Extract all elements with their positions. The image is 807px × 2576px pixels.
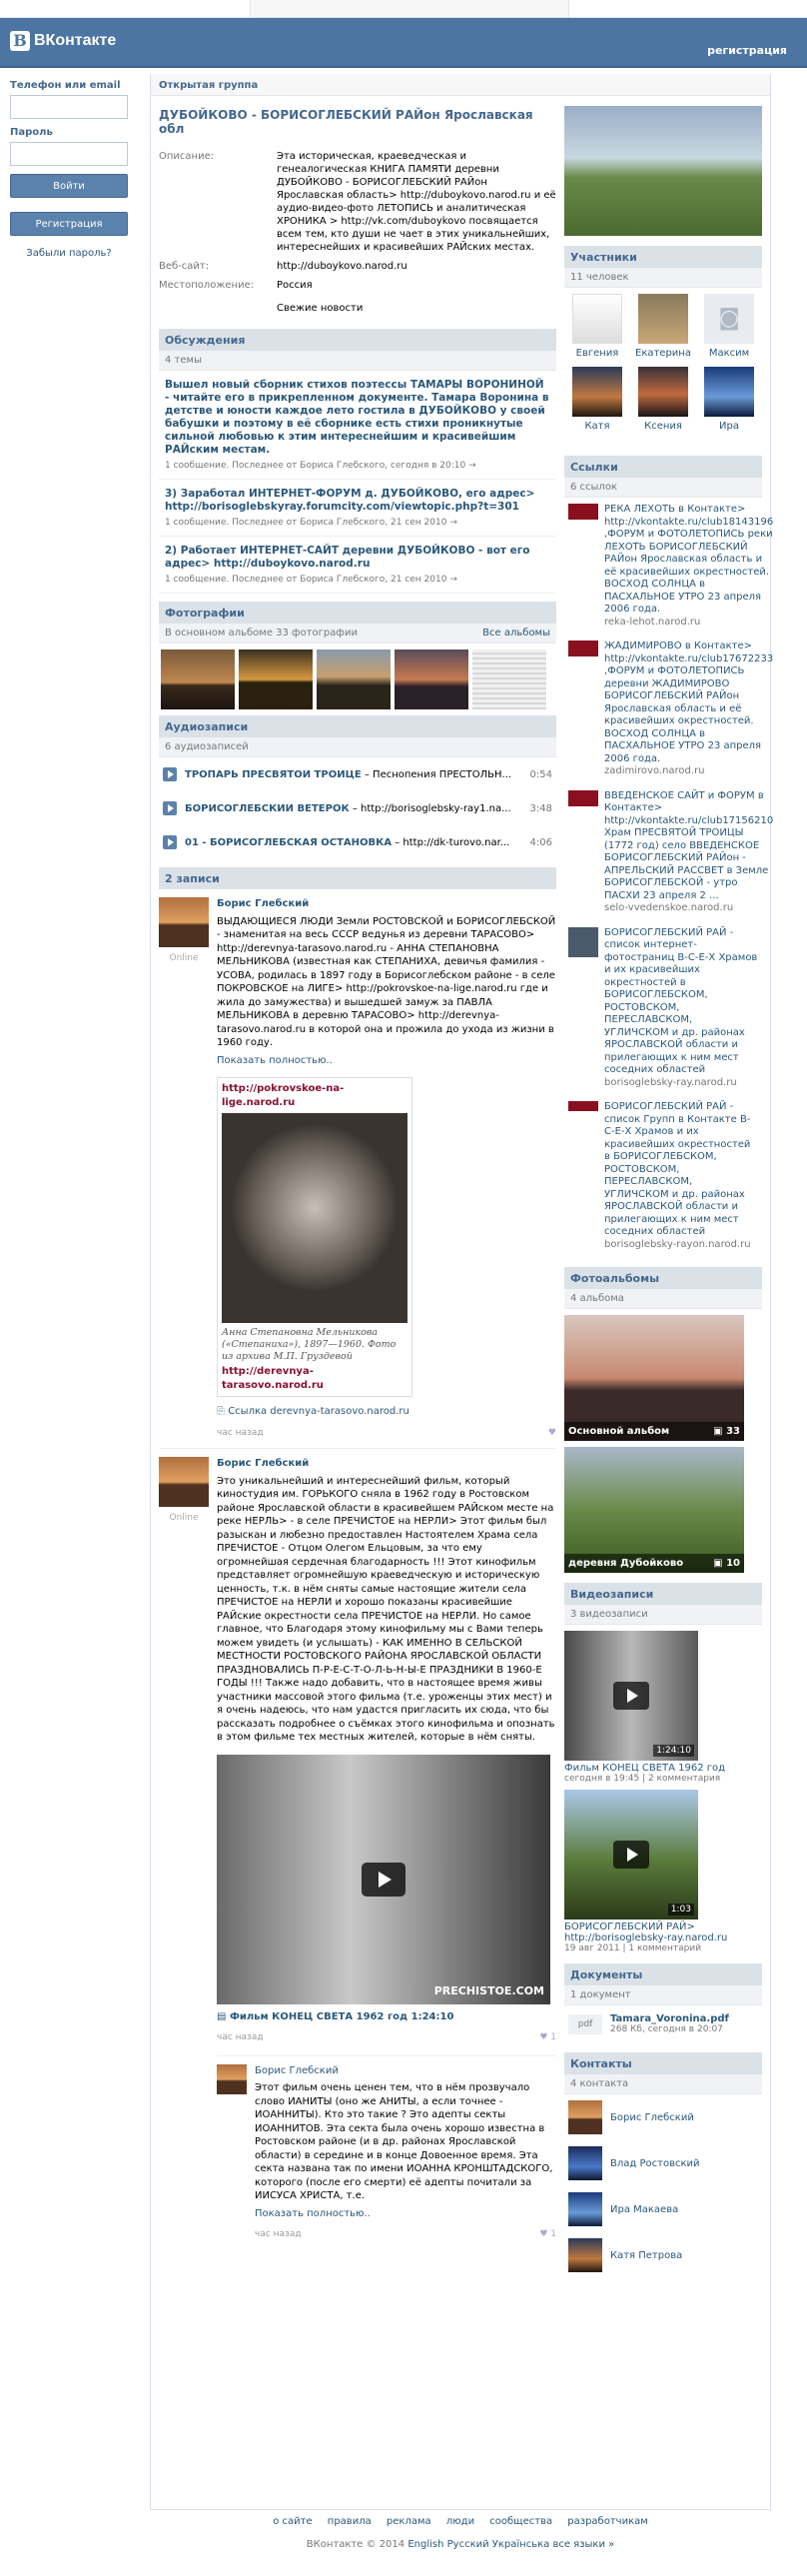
videos-title: Видеозаписи: [570, 1587, 654, 1601]
post-body: [217, 897, 556, 1440]
play-icon[interactable]: [163, 835, 177, 849]
contact-item[interactable]: [564, 2232, 762, 2278]
albums-title: Фотоальбомы: [570, 1271, 660, 1285]
track-artist[interactable]: БОРИСОГЛЕБСКИЙ ВЕТЕРОК: [185, 802, 350, 814]
track-artist[interactable]: 01 - БОРИСОГЛЕБСКАЯ ОСТАНОВКА: [185, 836, 393, 848]
track-artist[interactable]: ТРОПАРЬ ПРЕСВЯТОЙ ТРОИЦЕ: [185, 768, 362, 780]
track-name: [185, 769, 522, 780]
audio-header[interactable]: [159, 715, 556, 737]
link-title: РЕКА ЛЕХОТЬ в Контакте> http://vkontakte.ru/club18143196 ,ФОРУМ и ФОТОЛЕТОПИСЬ реки ЛЕХОТЬ БОРИСОГЛЕБСКИЙ РАЙон Ярославская область и её красивейших окрестностей. ВОСХОД СОЛНЦА в ПАСХАЛЬНОЕ УТРО 23 апреля 2006 года.: [604, 504, 774, 615]
video-watermark: PRECHISTOE.COM: [433, 1984, 544, 1997]
heart-icon[interactable]: ♥: [547, 1427, 556, 1438]
topic-meta: 1 сообщение. Последнее от Бориса Глебского, 21 сен 2010 →: [165, 575, 457, 585]
link-thumb: [568, 1101, 598, 1111]
topic-item[interactable]: [159, 537, 556, 594]
contact-avatar: [568, 2192, 602, 2226]
all-albums-link[interactable]: Все альбомы: [482, 628, 550, 639]
audio-count: 6 аудиозаписей: [159, 737, 556, 757]
footer-link[interactable]: сообщества: [489, 2516, 553, 2527]
track-name: [185, 837, 522, 848]
member-photo: [572, 367, 622, 417]
comment: [217, 2055, 556, 2242]
online-status: Online: [169, 1513, 199, 1523]
topic-meta: 1 сообщение. Последнее от Бориса Глебского, сегодня в 20:10 →: [165, 461, 476, 471]
album-count: ▣ 10: [713, 1558, 740, 1569]
docs-header[interactable]: [564, 1963, 762, 1985]
video-thumb[interactable]: [564, 1790, 698, 1920]
video-title[interactable]: Фильм КОНЕЦ СВЕТА 1962 год: [564, 1763, 726, 1774]
show-more-link[interactable]: Показать полностью..: [217, 1054, 333, 1066]
comment-text: Этот фильм очень ценен тем, что в нём прозвучало слово ИАНИТЫ (оно же АНИТЫ, а если точнее - ИОАННИТЫ). Кто это такие ? Это адепты секты ИОАННИТОВ. Эта секта была очень хорошо известна в Ростовском районе (и в др. районах Ярославской области) в середине и в конце Довоенное время. Эта секта названа так по имени ИОАННА КРОНШТАДСКОГО, которого (после его смерти) её адепты почитали за ИИСУСА ХРИСТА, т.е.: [255, 2082, 553, 2201]
member-photo: [638, 367, 688, 417]
contact-item[interactable]: [564, 2094, 762, 2140]
link-domain: reka-lehot.narod.ru: [604, 616, 701, 628]
contact-name: Ира Макаева: [610, 2203, 679, 2215]
audio-track: [159, 825, 556, 859]
header: [0, 18, 807, 68]
info-location: [159, 279, 556, 292]
forgot-password-link[interactable]: Забыли пароль?: [26, 248, 112, 259]
like-counter[interactable]: ♥ 1: [539, 2032, 556, 2042]
show-more-link[interactable]: Показать полностью..: [255, 2207, 371, 2219]
image-bottom-link: http://derevnya-tarasovo.narod.ru: [222, 1366, 324, 1391]
docs-section: [564, 1963, 762, 2042]
image-caption: Анна Степановна Мельникова («Степаниха»), 1897—1960. Фото из архива М.П. Груздевой: [222, 1327, 397, 1362]
wall-post: [159, 1449, 556, 2250]
video-meta: сегодня в 19:45 | 2 комментария: [564, 1774, 721, 1784]
photos-count: В основном альбоме 33 фотографии: [165, 628, 358, 639]
link-item[interactable]: [564, 784, 774, 921]
discussions-title: Обсуждения: [165, 333, 246, 347]
contacts-count: 4 контакта: [564, 2074, 762, 2094]
group-type: Открытая группа: [151, 74, 770, 96]
wide-column: [159, 106, 556, 2250]
docs-title: Документы: [570, 1967, 643, 1981]
link-thumb: [568, 504, 598, 520]
top-strip-inner: [250, 0, 569, 18]
post-avatar-block: [159, 1457, 209, 2242]
track-title: – Песнопения ПРЕСТОЛЬН...: [361, 768, 512, 780]
description-text: Эта историческая, краеведческая и генеалогическая КНИГА ПАМЯТИ деревни ДУБОЙКОВО - БОРИСОГЛЕБСКИЙ РАЙон Ярославская область> http://duboykovo.narod.ru и её аудио-видео-фото ЛЕТОПИСЬ и аналитическая ХРОНИКА > http://vk.com/duboykovo посвящается всем тем, кто души не чает в этих уникальнейших, интереснейших и красивейших РАЙских местах.: [277, 151, 556, 253]
link-icon: ⎘: [217, 1406, 225, 1417]
post-author[interactable]: Борис Глебский: [217, 898, 310, 909]
album-name: деревня Дубойково: [568, 1558, 684, 1569]
document-info: [610, 2013, 729, 2034]
topic-item[interactable]: [159, 480, 556, 537]
portrait-photo: [222, 1113, 407, 1323]
info-description: [159, 150, 556, 254]
members-title: Участники: [570, 250, 637, 264]
link-thumb: [568, 641, 598, 656]
discussions-header[interactable]: [159, 329, 556, 351]
link-thumb: [568, 927, 598, 957]
camera-icon: ◙: [704, 294, 754, 344]
logo[interactable]: [10, 28, 116, 54]
top-strip: [0, 0, 807, 18]
post-time[interactable]: час назад: [217, 1427, 264, 1438]
members-grid: [564, 288, 762, 446]
footer-link[interactable]: правила: [327, 2516, 372, 2527]
wall-header[interactable]: [159, 867, 556, 889]
logo-icon: В: [10, 31, 30, 51]
link-item[interactable]: [564, 1095, 762, 1257]
comment-body: [255, 2064, 556, 2242]
album-caption: [564, 1554, 744, 1573]
footer: [150, 2516, 771, 2550]
footer-copyright: [150, 2539, 771, 2550]
link-domain: selo-vvedenskoe.narod.ru: [604, 902, 734, 913]
member[interactable]: [630, 294, 696, 359]
track-name: [185, 803, 522, 814]
album-count-value: 33: [726, 1426, 740, 1437]
contact-avatar: [568, 2100, 602, 2134]
document-meta: 268 Кб, сегодня в 20:07: [610, 2024, 723, 2034]
post-text: ВЫДАЮЩИЕСЯ ЛЮДИ Земли РОСТОВСКОЙ и БОРИСОГЛЕБСКОЙ - знаменитая на весь СССР ведунья из деревни ТАРАСОВО> http://derevnya-tarasovo.narod.ru - АННА СТЕПАНОВНА МЕЛЬНИКОВА (известная как СТЕПАНИХА, девичья фамилия - УСОВА, родилась в 1897 году в Борисоглебском районе - в селе ПОКРОВСКОЕ на ЛИГЕ> http://pokrovskoe-na-lige.narod.ru где и жила до замужества) и вышедшей замуж за ПАВЛА МЕЛЬНИКОВА в деревню ТАРАСОВО> http://derevnya-tarasovo.narod.ru в которой она и прожила до ухода из жизни в 1960 году.: [217, 915, 556, 1048]
track-title: – http://borisoglebsky-ray1.na...: [349, 802, 511, 814]
post-image[interactable]: [217, 1077, 412, 1397]
login-panel: [10, 76, 138, 259]
comment-meta: [255, 2228, 556, 2242]
post-avatar-block: [159, 897, 209, 1440]
photo-strip: [159, 644, 556, 715]
video-duration: 1:24:10: [653, 1745, 694, 1757]
link-domain: borisoglebsky-rayon.narod.ru: [604, 1238, 751, 1250]
links-count: 6 ссылок: [564, 478, 762, 498]
link-title: БОРИСОГЛЕБСКИЙ РАЙ - список интернет-фотостраниц В-С-Е-Х Храмов и их красивейших окрестностей в БОРИСОГЛЕБСКОМ, РОСТОВСКОМ, ПЕРЕСЛАВСКОМ, УГЛИЧСКОМ и др. районах ЯРОСЛАВСКОЙ области и прилегающих к ним мест соседних областей: [604, 926, 758, 1075]
member[interactable]: [564, 367, 630, 432]
docs-count: 1 документ: [564, 1985, 762, 2005]
link-text: [604, 927, 758, 1090]
links-section: [564, 456, 774, 1257]
link-text: [604, 1101, 758, 1251]
video-caption-title: Фильм КОНЕЦ СВЕТА 1962 год: [229, 2010, 408, 2022]
link-thumb: [568, 790, 598, 806]
play-video-icon[interactable]: [362, 1863, 405, 1897]
track-duration: 3:48: [529, 802, 552, 814]
footer-link[interactable]: о сайте: [273, 2516, 313, 2527]
image-top-link: http://pokrovskoe-na-lige.narod.ru: [222, 1083, 345, 1108]
document-item[interactable]: [564, 2005, 762, 2042]
links-header[interactable]: [564, 456, 762, 478]
link-title: БОРИСОГЛЕБСКИЙ РАЙ - список Групп в Контакте В-С-Е-Х Храмов и их красивейших окрестностей в БОРИСОГЛЕБСКОМ, РОСТОВСКОМ, ПЕРЕСЛАВСКОМ, УГЛИЧСКОМ и др. районах ЯРОСЛАВСКОЙ области и прилегающих к ним мест соседних областей: [604, 1101, 751, 1237]
video-caption-icon: ▤: [217, 2010, 230, 2022]
contacts-header[interactable]: [564, 2052, 762, 2074]
audio-title: Аудиозаписи: [165, 719, 249, 733]
post-meta: [217, 2031, 556, 2045]
photo-thumb[interactable]: [239, 649, 313, 709]
password-input[interactable]: [10, 142, 128, 166]
photos-title: Фотографии: [165, 606, 245, 620]
contact-avatar: [568, 2146, 602, 2180]
photos-subheader: [159, 624, 556, 644]
link-item[interactable]: [564, 921, 762, 1096]
photo-thumb[interactable]: [472, 649, 546, 709]
discussions-count: 4 темы: [159, 351, 556, 371]
videos-count: 3 видеозаписи: [564, 1605, 762, 1625]
pdf-icon: pdf: [568, 2014, 602, 2034]
contacts-section: [564, 2052, 762, 2278]
contacts-title: Контакты: [570, 2056, 632, 2070]
play-icon[interactable]: [163, 801, 177, 815]
news-spacer: [159, 302, 277, 315]
play-video-icon[interactable]: [613, 1841, 649, 1869]
info-news: [159, 302, 556, 315]
play-triangle: [379, 1872, 392, 1888]
phone-label: Телефон или email: [10, 80, 121, 91]
document-name[interactable]: Tamara_Voronina.pdf: [610, 2013, 729, 2024]
post-text: Это уникальнейший и интереснейший фильм, который киностудия им. ГОРЬКОГО сняла в 1962 году в Ростовском районе Ярославской области в красивейшем РАЙском месте на реке НЕРЛЬ> - в селе ПРЕЧИСТОЕ на НЕРЛИ> Этот фильм был разыскан и любезно предоставлен Настоятелем Храма села ПРЕЧИСТОЕ - Отцом Олегом Ельцовым, за что ему огромнейшая сердечная благодарность !!! Этот кинофильм представляет огромнейшую краеведческую и историческую ценность, т.к. в нём сняты самые настоящие жители села ПРЕЧИСТОЕ на НЕРЛИ и хорошо показаны красивейшие РАЙские окрестности села ПРЕЧИСТОЕ на НЕРЛИ. Но самое главное, что Благодаря этому кинофильму мы с Вами теперь можем увидеть (и услышать) - КАК ИМЕННО В СЕЛЬСКОЙ МЕСТНОСТИ РОСТОВСКОГО РАЙОНА ЯРОСЛАВСКОЙ ОБЛАСТИ ПРАЗДНОВАЛИСЬ П-Р-Е-С-Т-О-Л-Ь-Н-Ы-Е ПРАЗДНИКИ В 1960-Е ГОДЫ !!! Также надо добавить, что в настоящее время живы участники массовой этого фильма (т.е. уроженцы этих мест) и я очень надеюсь, что нам удастся пригласить их сюда, что бы рассказать подробнее о съёмках этого кинофильма и опознать в этом фильме тех местных жителей, которые в нём сняты.: [217, 1475, 555, 1743]
copyright-text: ВКонтакте © 2014: [306, 2539, 405, 2550]
video-caption[interactable]: [217, 2010, 556, 2024]
page-title: ДУБОЙКОВО - БОРИСОГЛЕБСКИЙ РАЙон Ярославская обл: [159, 108, 533, 136]
albums-count: 4 альбома: [564, 1289, 762, 1309]
narrow-column: [564, 106, 774, 2288]
album-name: Основной альбом: [568, 1426, 670, 1437]
album-count-value: 10: [726, 1558, 740, 1569]
video-title[interactable]: БОРИСОГЛЕБСКИЙ РАЙ> http://borisoglebsky-ray.narod.ru: [564, 1922, 728, 1943]
audio-track: [159, 757, 556, 791]
avatar[interactable]: [159, 1457, 209, 1507]
contact-avatar: [568, 2238, 602, 2272]
link-domain: borisoglebsky-ray.narod.ru: [604, 1076, 737, 1088]
contact-name: Катя Петрова: [610, 2249, 683, 2261]
comment-time[interactable]: час назад: [255, 2229, 302, 2239]
member-name: Екатерина: [635, 348, 691, 359]
attached-link-text[interactable]: Ссылка derevnya-tarasovo.narod.ru: [228, 1406, 409, 1417]
album-caption: [564, 1422, 744, 1441]
location-link[interactable]: Россия: [277, 280, 313, 291]
main-content: [150, 74, 774, 2510]
post-author[interactable]: Борис Глебский: [217, 1458, 310, 1469]
news-link[interactable]: Свежие новости: [277, 303, 364, 314]
album-thumb[interactable]: [564, 1447, 744, 1573]
website-label: Веб-сайт:: [159, 261, 210, 272]
topic-title[interactable]: 3) Заработал ИНТЕРНЕТ-ФОРУМ д. ДУБОЙКОВО, его адрес> http://borisoglebskyray.forumcity.com/viewtopic.php?t=301: [165, 488, 535, 513]
link-item[interactable]: [564, 498, 774, 635]
member[interactable]: [564, 294, 630, 359]
member-name: Катя: [584, 421, 610, 432]
link-title: ЖАДИМИРОВО в Контакте> http://vkontakte.ru/club17672233 ,ФОРУМ и ФОТОЛЕТОПИСЬ деревни ЖАДИМИРОВО БОРИСОГЛЕБСКИЙ РАЙон Ярославская область и её красивейших окрестностей. ВОСХОД СОЛНЦА в ПАСХАЛЬНОЕ УТРО 23 апреля 2006 года.: [604, 641, 774, 764]
member[interactable]: [696, 367, 762, 432]
post-body: [217, 1457, 556, 2242]
member-photo: [638, 294, 688, 344]
member-name: Максим: [708, 348, 750, 359]
track-duration: 0:54: [529, 768, 552, 780]
topic-title[interactable]: 2) Работает ИНТЕРНЕТ-САЙТ деревни ДУБОЙКОВО - вот его адрес> http://duboykovo.narod.ru: [165, 545, 530, 570]
member-photo: [704, 367, 754, 417]
track-duration: 4:06: [529, 836, 552, 848]
video-meta: 19 авг 2011 | 1 комментарий: [564, 1943, 702, 1953]
group-cover-photo[interactable]: [564, 106, 762, 236]
photos-header[interactable]: [159, 602, 556, 624]
logo-text: ВКонтакте: [34, 32, 117, 49]
contact-item[interactable]: [564, 2140, 762, 2186]
topic-item[interactable]: [159, 371, 556, 480]
login-button[interactable]: Войти: [10, 174, 128, 198]
website-link[interactable]: http://duboykovo.narod.ru: [277, 261, 407, 272]
link-title: ВВЕДЕНСКОЕ САЙТ и ФОРУМ в Контакте> http://vkontakte.ru/club17156210 Храм ПРЕСВЯТОЙ ТРОИЦЫ (1772 год) село ВВЕДЕНСКОЕ БОРИСОГЛЕБСКИЙ РАЙон - АПРЕЛЬСКИЙ РАССВЕТ в Земле БОРИСОГЛЕБСКОЙ - утро ПАСХИ 23 апреля 2 ...: [604, 789, 774, 901]
comment-avatar[interactable]: [217, 2064, 247, 2094]
info-website: [159, 260, 556, 273]
footer-link[interactable]: реклама: [386, 2516, 431, 2527]
member-photo: [572, 294, 622, 344]
post-meta: [217, 1427, 556, 1441]
link-domain: zadimirovo.narod.ru: [604, 765, 705, 776]
footer-link[interactable]: разработчикам: [567, 2516, 648, 2527]
albums-section: [564, 1267, 762, 1573]
wall-title: 2 записи: [165, 871, 220, 885]
password-label: Пароль: [10, 127, 53, 138]
phone-input[interactable]: [10, 95, 128, 119]
link-text: [604, 504, 773, 629]
comment-author[interactable]: Борис Глебский: [255, 2064, 339, 2076]
avatar[interactable]: [159, 897, 209, 947]
members-section: [564, 246, 762, 446]
attached-link: [217, 1405, 556, 1419]
location-label: Местоположение:: [159, 280, 255, 291]
member-name: Ксения: [644, 421, 682, 432]
video-thumb[interactable]: [564, 1631, 698, 1761]
wall-post: [159, 889, 556, 1449]
photo-thumb[interactable]: [161, 649, 235, 709]
album-count: ▣ 33: [713, 1426, 740, 1437]
album-thumb[interactable]: [564, 1315, 744, 1441]
contact-item[interactable]: [564, 2186, 762, 2232]
links-title: Ссылки: [570, 460, 618, 474]
link-item[interactable]: [564, 635, 774, 784]
photo-thumb[interactable]: [395, 649, 468, 709]
member[interactable]: [630, 367, 696, 432]
albums-header[interactable]: [564, 1267, 762, 1289]
member-name: Ира: [719, 421, 739, 432]
play-icon[interactable]: [163, 767, 177, 781]
post-time[interactable]: час назад: [217, 2032, 264, 2042]
photo-thumb[interactable]: [317, 649, 391, 709]
contact-name: Влад Ростовский: [610, 2157, 700, 2169]
topic-title[interactable]: Вышел новый сборник стихов поэтессы ТАМАРЫ ВОРОНИНОЙ - читайте его в прикрепленном документе. Тамара Воронина в детстве и юности каждое лето гостила в ДУБОЙКОВО у своей бабушки и поэтому в её сборнике есть стихи проникнутые сильной любовью к этим интереснейшим и красивейшим РАЙским местам.: [165, 379, 549, 456]
members-header[interactable]: [564, 246, 762, 268]
audio-track: [159, 791, 556, 825]
register-link[interactable]: регистрация: [707, 44, 787, 57]
register-button[interactable]: Регистрация: [10, 212, 128, 236]
member-name: Евгения: [575, 348, 619, 359]
description-label: Описание:: [159, 151, 215, 162]
videos-header[interactable]: [564, 1583, 762, 1605]
video-player[interactable]: [217, 1755, 550, 2004]
topic-meta: 1 сообщение. Последнее от Бориса Глебского, 21 сен 2010 →: [165, 518, 457, 528]
videos-section: [564, 1583, 762, 1953]
language-links[interactable]: English Русский Українська все языки »: [407, 2539, 615, 2550]
link-text: [604, 790, 773, 915]
like-count: 1: [550, 2032, 556, 2042]
play-video-icon[interactable]: [613, 1682, 649, 1710]
like-count: 1: [550, 2229, 556, 2239]
track-title: – http://dk-turovo.nar...: [392, 836, 510, 848]
member[interactable]: [696, 294, 762, 359]
like-counter[interactable]: ♥ 1: [539, 2229, 556, 2239]
members-count: 11 человек: [564, 268, 762, 288]
video-caption-duration: 1:24:10: [410, 2010, 454, 2022]
video-duration: 1:03: [668, 1904, 694, 1916]
online-status: Online: [169, 953, 199, 963]
footer-link[interactable]: люди: [445, 2516, 475, 2527]
contact-name: Борис Глебский: [610, 2111, 694, 2123]
footer-links: [150, 2516, 771, 2527]
link-text: [604, 641, 773, 778]
